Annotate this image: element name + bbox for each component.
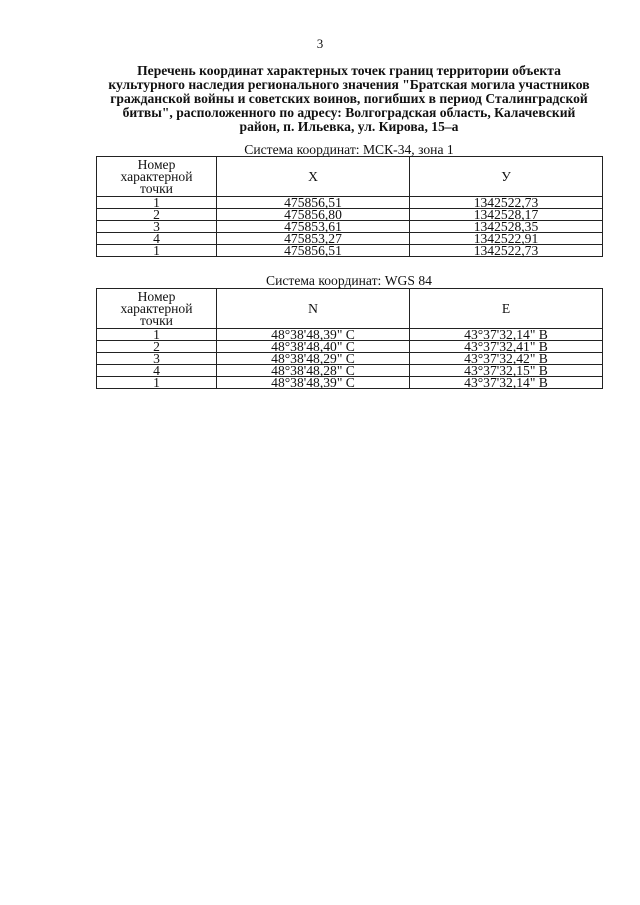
y-value-cell: 1342522,91 <box>410 233 603 245</box>
latitude-header: N <box>217 289 410 329</box>
y-value-cell: 1342528,17 <box>410 209 603 221</box>
x-value-cell: 475856,80 <box>217 209 410 221</box>
longitude-cell: 43°37'32,41" В <box>410 341 603 353</box>
point-number-cell: 1 <box>97 245 217 257</box>
x-value-cell: 475856,51 <box>217 197 410 209</box>
latitude-cell: 48°38'48,39" С <box>217 329 410 341</box>
point-number-cell: 1 <box>97 329 217 341</box>
title-line: гражданской войны и советских воинов, погибших в период Сталинградской <box>110 91 588 106</box>
point-number-cell: 1 <box>97 377 217 389</box>
title-line: культурного наследия регионального значения "Братская могила участников <box>108 77 590 92</box>
coordinate-system-caption: Система координат: МСК-34, зона 1 <box>244 142 454 157</box>
title-line: район, п. Ильевка, ул. Кирова, 15–а <box>239 119 459 134</box>
table-header-row <box>97 289 603 329</box>
table-row <box>97 377 603 389</box>
point-number-header <box>97 157 217 197</box>
y-value-cell: 1342528,35 <box>410 221 603 233</box>
point-number-cell: 1 <box>97 197 217 209</box>
x-coordinate-header: X <box>217 157 410 197</box>
table-row <box>97 245 603 257</box>
coordinates-table-msk34 <box>96 156 603 257</box>
y-value-cell: 1342522,73 <box>410 197 603 209</box>
longitude-cell: 43°37'32,14" В <box>410 377 603 389</box>
point-number-cell: 3 <box>97 353 217 365</box>
point-number-header <box>97 289 217 329</box>
header-line: точки <box>140 180 173 196</box>
header-line: точки <box>140 312 173 328</box>
title-line: битвы", расположенного по адресу: Волгоградская область, Калачевский <box>122 105 576 120</box>
latitude-cell: 48°38'48,39" С <box>217 377 410 389</box>
longitude-header: E <box>410 289 603 329</box>
longitude-cell: 43°37'32,42" В <box>410 353 603 365</box>
latitude-cell: 48°38'48,28" С <box>217 365 410 377</box>
point-number-cell: 3 <box>97 221 217 233</box>
point-number-cell: 4 <box>97 233 217 245</box>
coordinates-table-wgs84 <box>96 288 603 389</box>
latitude-cell: 48°38'48,29" С <box>217 353 410 365</box>
x-value-cell: 475853,27 <box>217 233 410 245</box>
header-line: Номер <box>137 156 176 172</box>
page-number: 3 <box>316 36 324 51</box>
header-line: характерной <box>120 168 193 184</box>
longitude-cell: 43°37'32,15" В <box>410 365 603 377</box>
point-number-cell: 2 <box>97 341 217 353</box>
table-header-row <box>97 157 603 197</box>
header-line: Номер <box>137 288 176 304</box>
longitude-cell: 43°37'32,14" В <box>410 329 603 341</box>
point-number-cell: 4 <box>97 365 217 377</box>
y-coordinate-header: У <box>410 157 603 197</box>
latitude-cell: 48°38'48,40" С <box>217 341 410 353</box>
y-value-cell: 1342522,73 <box>410 245 603 257</box>
title-line: Перечень координат характерных точек границ территории объекта <box>137 63 561 78</box>
document-title <box>92 64 606 134</box>
x-value-cell: 475853,61 <box>217 221 410 233</box>
point-number-cell: 2 <box>97 209 217 221</box>
coordinate-system-caption: Система координат: WGS 84 <box>266 273 432 288</box>
x-value-cell: 475856,51 <box>217 245 410 257</box>
header-line: характерной <box>120 300 193 316</box>
